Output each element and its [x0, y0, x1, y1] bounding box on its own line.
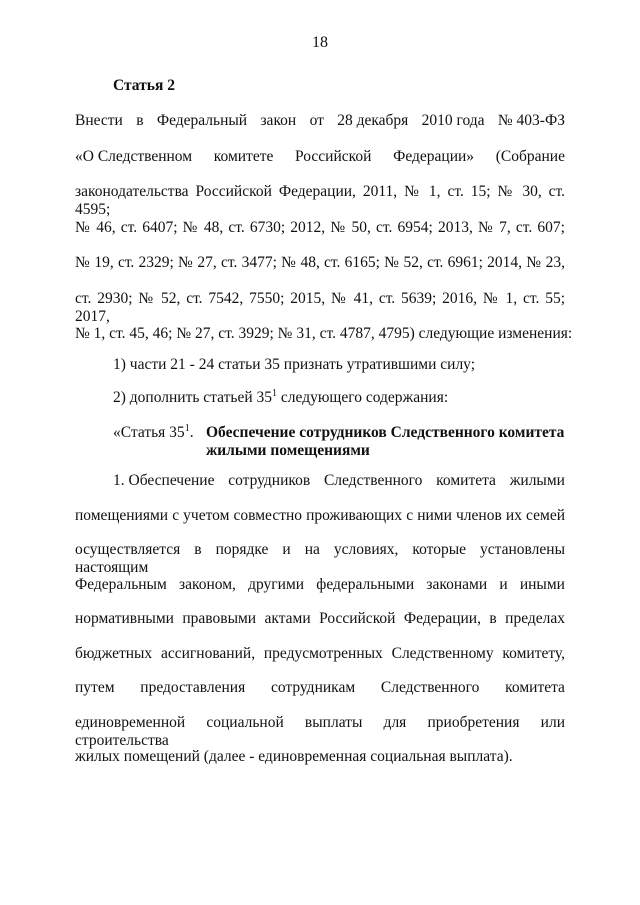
- text-word: жилыми: [509, 472, 565, 489]
- list-item-2-superscript: 1: [272, 387, 278, 399]
- text-line-content: № 19, ст. 2329; № 27, ст. 3477; № 48, ст. 6165; № 52, ст. 6961; 2014, № 23,: [75, 254, 565, 271]
- text-word: Следственного: [380, 679, 480, 696]
- article-label: [113, 424, 194, 442]
- text-line: [75, 714, 565, 750]
- text-line-content: нормативными правовыми актами Российской Федерации, в пределах: [75, 610, 565, 627]
- text-line: [75, 679, 565, 697]
- list-item-1: 1) части 21 - 24 статьи 35 признать утратившими силу;: [113, 356, 476, 373]
- text-word: другими: [248, 575, 305, 593]
- text-line: [113, 472, 565, 490]
- text-line-content: осуществляется в порядке и на условиях, которые установлены настоящим: [75, 541, 565, 576]
- text-word: иными: [519, 575, 565, 593]
- text-word: в: [136, 112, 144, 129]
- text-line: [75, 507, 565, 525]
- text-word: (Собрание: [495, 147, 565, 165]
- article-label-dot: .: [189, 424, 194, 441]
- text-line-content: единовременной социальной выплаты для приобретения или строительства: [75, 713, 565, 749]
- text-word: комитета: [505, 679, 565, 696]
- text-word: 2010 года: [421, 112, 485, 129]
- text-line: [75, 112, 565, 130]
- text-line-content: № 46, ст. 6407; № 48, ст. 6730; 2012, № 50, ст. 6954; 2013, № 7, ст. 607;: [75, 218, 565, 236]
- text-word: 28 декабря: [337, 112, 409, 129]
- text-word: комитете: [213, 147, 274, 165]
- text-line-content: бюджетных ассигнований, предусмотренных Следственному комитету,: [75, 644, 565, 662]
- text-line: [75, 219, 565, 237]
- article-label-superscript: 1: [184, 422, 190, 434]
- article-name: [206, 424, 566, 460]
- text-line: [75, 748, 565, 766]
- list-item-2-text: 2) дополнить статьей 35: [113, 389, 273, 406]
- article-heading: Статья 2: [113, 77, 175, 94]
- text-word: Федеральным: [75, 575, 167, 593]
- page-number: 18: [312, 34, 328, 51]
- text-line: [75, 645, 565, 663]
- text-line-content: законодательства Российской Федерации, 2011, № 1, ст. 15; № 30, ст. 4595;: [75, 183, 565, 218]
- list-item-2-text-after: следующего содержания:: [277, 389, 449, 406]
- text-word: предоставления: [140, 679, 246, 696]
- article-name-line-2: жилыми помещениями: [206, 442, 370, 459]
- text-line: [75, 183, 565, 219]
- text-word: сотрудников: [228, 472, 311, 489]
- text-word: путем: [75, 679, 115, 696]
- text-word: законами: [426, 575, 488, 593]
- article-label-text: «Статья 35: [113, 424, 185, 441]
- text-word: № 403-ФЗ: [497, 112, 565, 129]
- text-line: [75, 148, 565, 166]
- text-line-content: помещениями с учетом совместно проживающих с ними членов их семей: [75, 506, 565, 524]
- text-word: и: [499, 575, 508, 593]
- text-line: [75, 325, 573, 343]
- text-word: 1. Обеспечение: [113, 472, 215, 489]
- article-name-line-1: Обеспечение сотрудников Следственного комитета: [206, 424, 565, 441]
- text-word: Внести: [75, 112, 123, 129]
- text-word: Следственного: [323, 472, 423, 489]
- text-word: от: [309, 112, 324, 129]
- text-line-content: № 1, ст. 45, 46; № 27, ст. 3929; № 31, ст. 4787, 4795) следующие изменения:: [75, 325, 573, 342]
- text-line: [75, 254, 565, 272]
- text-word: федеральными: [316, 575, 415, 593]
- text-word: «О Следственном: [75, 147, 193, 165]
- text-word: Российской: [295, 147, 372, 165]
- text-line: [75, 290, 565, 326]
- text-line-content: ст. 2930; № 52, ст. 7542, 7550; 2015, № 41, ст. 5639; 2016, № 1, ст. 55; 2017,: [75, 289, 565, 325]
- text-word: комитета: [436, 472, 496, 489]
- text-word: сотрудникам: [270, 679, 356, 696]
- text-line: [75, 610, 565, 628]
- text-word: закон: [260, 112, 297, 129]
- text-word: Федеральный: [156, 112, 248, 129]
- text-word: Федерации»: [393, 147, 475, 165]
- text-line: [75, 541, 565, 577]
- text-line: [75, 576, 565, 594]
- text-line-content: жилых помещений (далее - единовременная социальная выплата).: [75, 748, 513, 765]
- list-item-2: [113, 389, 448, 407]
- text-word: законом,: [178, 575, 236, 593]
